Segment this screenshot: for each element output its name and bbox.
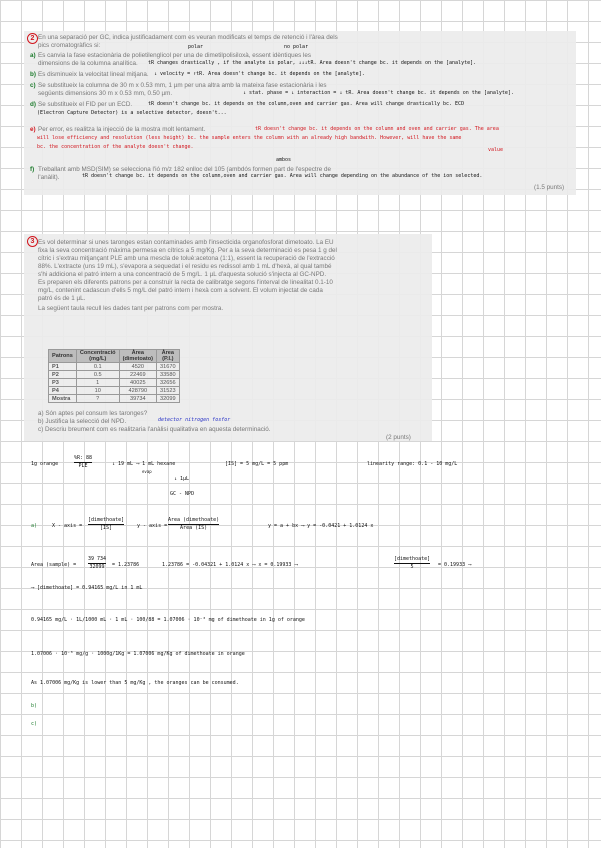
question-3-number: 3	[27, 236, 38, 247]
table-cell: P1	[49, 363, 77, 371]
table-header-row	[49, 350, 180, 363]
work-ratio-result: = 0.19933 ⟶	[438, 562, 472, 568]
table-row	[49, 387, 180, 395]
table-cell: 22469	[119, 371, 156, 379]
table-cell: 33580	[157, 371, 180, 379]
table-cell: P2	[49, 371, 77, 379]
q2-item-f-label: f)	[30, 166, 35, 173]
work-injection-volume: ↓ 1µL	[174, 476, 190, 482]
q2-item-e-line-1: Per error, es realitza la injecció de la mostra molt lentament.	[38, 126, 206, 133]
q2-item-a-line-1: Es canvia la fase estacionària de polietilenglicol per una de dimetilpolisiloxà, essent idèntiques les	[38, 52, 312, 59]
q2-ambos-note: ambos	[276, 157, 292, 163]
q2-answer-a: tR changes drastically , if the analyte is polar, ↓↓↓tR. Area doesn't change bc. it depends on the [analyte].	[148, 60, 477, 66]
q2-polar-note: polar	[188, 44, 204, 50]
work-y-axis-fraction: Area (dimethoate) Area (IS)	[168, 517, 220, 531]
q3-points: (2 punts)	[386, 434, 411, 441]
q3-intro-line-4: 88%. L'extracte (uns 19 mL), s'evapora a sequedat i el residu es redissol amb 1 mL d'hexà, al qual també	[38, 263, 332, 270]
q2-item-f-line-2: l'anàlit).	[38, 174, 60, 181]
table-cell: 39734	[119, 395, 156, 403]
q2-item-d-label: d)	[30, 101, 36, 108]
q2-answer-d-line-1: tR doesn't change bc. it depends on the column,oven and carrier gas. Area will change drastically bc. ECD	[148, 101, 465, 107]
q2-item-c-line-1: Se substitueix la columna de 30 m x 0.53 mm, 1 µm per una altra amb la mateixa fase estacionària i les	[38, 82, 327, 89]
table-cell: 31523	[157, 387, 180, 395]
q3-intro-line-7: mg/L, contenint cadascun d'ells 5 mg/L del patró intern i hexà com a solvent. El volum injectat de cada	[38, 287, 323, 294]
q3-question-a: a) Són aptes pel consum les taronges?	[38, 410, 148, 417]
work-area-result: = 1.23786	[112, 562, 140, 568]
table-cell: 428790	[119, 387, 156, 395]
q2-answer-e-value: value	[488, 147, 504, 153]
table-cell: 1	[76, 379, 119, 387]
q3-question-b-answer: detector nitrogen fosfor	[158, 417, 231, 423]
work-solve-x: 1.23786 = -0.04321 + 1.0124 x ⟶ x = 0.19933 ⟶	[162, 562, 298, 568]
work-extract-volume: ↓ 19 mL ⟶ 1 mL hexane	[112, 461, 176, 467]
work-dimethoate-conc: ⟶ [dimethoate] = 0.94165 mg/L in 1 mL	[31, 585, 143, 591]
table-cell: 0.5	[76, 371, 119, 379]
q2-item-b-line-1: Es disminueix la velocitat lineal mitjana.	[38, 71, 149, 78]
q2-item-c-line-2: següents dimensions 30 m x 0.53 mm, 0.50 µm.	[38, 90, 173, 97]
q2-item-a-line-2: dimensions de la columna analítica.	[38, 60, 138, 67]
table-cell: 4520	[119, 363, 156, 371]
table-cell: 40025	[119, 379, 156, 387]
q3-intro-line-3: cítric i s'extrau mitjançant PLE amb una mescla de toluè:acetona (1:1), essent la recuperació de l'extracció	[38, 255, 335, 262]
work-conclusion: As 1.07006 mg/Kg is lower than 5 mg/Kg , the oranges can be consumed.	[31, 680, 239, 686]
work-internal-standard: [IS] = 5 mg/L = 5 ppm	[225, 461, 289, 467]
q2-item-d-line-1: Se substitueix el FID per un ECD.	[38, 101, 133, 108]
q3-intro-line-9: La següent taula recull les dades tant per patrons com per mostra.	[38, 305, 224, 312]
work-evap-note: evap	[142, 469, 152, 474]
q2-intro-line-2: pics cromatogràfics si:	[38, 42, 101, 49]
q2-item-a-label: a)	[30, 52, 36, 59]
table-cell: 31670	[157, 363, 180, 371]
q2-points: (1.5 punts)	[534, 184, 565, 191]
q2-answer-d-line-2: (Electron Capture Detector) is a selective detector, doesn't...	[37, 110, 227, 116]
q2-item-c-label: c)	[30, 82, 36, 89]
q2-answer-e-line-3: bc. the concentration of the analyte doesn't change.	[37, 144, 194, 150]
work-area-sample: Area (sample) =	[31, 562, 77, 568]
work-mg-per-kg: 1.07006 · 10⁻³ mg/g · 1000g/1Kg = 1.07006 mg/Kg of dimethoate in orange	[31, 651, 245, 657]
work-y-axis: y - axis =	[137, 523, 168, 529]
work-x-axis: X - axis =	[52, 523, 83, 529]
q3-intro-line-1: Es vol determinar si unes taronges estan contaminades amb l'insecticida organofosforat dimetoato. La EU	[38, 239, 334, 246]
table-cell: P3	[49, 379, 77, 387]
table-cell: 32099	[157, 395, 180, 403]
work-part-b-label: b)	[31, 703, 38, 709]
q2-answer-b: ↓ velocity = ↑tR. Area doesn't change bc. it depends on the [analyte].	[154, 71, 365, 77]
work-instrument: GC - NPD	[170, 491, 195, 497]
table-cell: 10	[76, 387, 119, 395]
q2-answer-e-line-1: tR doesn't change bc. it depends on the column and oven and carrier gas. The area	[255, 126, 499, 132]
q3-intro-line-8: patró és de 1 µL.	[38, 295, 86, 302]
table-header-cell: Patrons	[49, 350, 77, 363]
q3-intro-line-2: fixa la seva concentració màxima permesa en cítrics a 5 mg/Kg. Per a la seva determinació es pesa 1 g del	[38, 247, 337, 254]
table-row	[49, 379, 180, 387]
q2-intro-line-1: En una separació per GC, indica justificadament com es veuran modificats el temps de retenció i l'àrea dels	[38, 34, 338, 41]
work-linearity-range: linearity range: 0.1 - 10 mg/L	[367, 461, 458, 467]
work-mass-in-orange: 0.94165 mg/L · 1L/1000 mL · 1 mL · 100/88 = 1.07006 · 10⁻³ mg of dimethoate in 1g of orange	[31, 617, 305, 623]
table-cell: ?	[76, 395, 119, 403]
q2-item-b-label: b)	[30, 71, 36, 78]
table-cell: Mostra	[49, 395, 77, 403]
work-x-axis-fraction: [dimethoate] [IS]	[88, 517, 125, 531]
table-cell: 32656	[157, 379, 180, 387]
table-header-cell: Concentració (mg/L)	[76, 350, 119, 363]
work-part-c-label: c)	[31, 721, 38, 727]
q2-answer-e-line-2: will lose efficiency and resolution (less height) bc. the sample enters the column with an already high bandwith. However, will have the same	[37, 135, 462, 141]
q2-answer-c: ↓ stat. phase = ↓ interaction = ↓ tR. Area doesn't change bc. it depends on the [analyte].	[243, 90, 514, 96]
work-recovery-fraction: %R: 88 PLE	[74, 455, 93, 469]
work-area-fraction: 39 734 32099	[88, 556, 107, 570]
q2-no-polar-note: no polar	[284, 44, 309, 50]
table-row	[49, 395, 180, 403]
calibration-table	[48, 349, 180, 403]
question-3-block	[24, 234, 432, 441]
q3-intro-line-5: s'hi addiciona el patró intern a una concentració de 5 mg/L. 1 µL d'aquesta solució s'injecta al GC-NPD.	[38, 271, 327, 278]
table-header-cell: Àrea (P.I.)	[157, 350, 180, 363]
table-row	[49, 363, 180, 371]
table-cell: P4	[49, 387, 77, 395]
q2-item-e-label: e)	[30, 126, 36, 133]
question-2-number: 2	[27, 33, 38, 44]
work-orange-mass: 1g orange	[31, 461, 59, 467]
work-ratio-fraction: [dimethoate] 5	[394, 556, 431, 570]
q3-question-b: b) Justifica la selecció del NPD.	[38, 418, 127, 425]
q2-item-f-line-1: Treballant amb MSD(SIM) se selecciona l'ió m/z 182 enlloc del 105 (ambdós formen part de l'espectre de	[38, 166, 332, 173]
table-row	[49, 371, 180, 379]
table-cell: 0.1	[76, 363, 119, 371]
work-part-a-label: a)	[31, 523, 38, 529]
q2-answer-f: tR doesn't change bc. it depends on the column,oven and carrier gas. Area will change depending on the abundance of the ion selected.	[82, 173, 483, 179]
table-header-cell: Àrea (dimetoato)	[119, 350, 156, 363]
work-regression: y = a + bx ⟶ y = -0.0421 + 1.0124 x	[268, 523, 374, 529]
q3-question-c: c) Descriu breument com es realitzaria l'anàlisi qualitativa en aquesta determinació.	[38, 426, 271, 433]
q3-intro-line-6: Es preparen els diferents patrons per a construir la recta de calibratge segons l'interval de linealitat 0.1-10	[38, 279, 333, 286]
